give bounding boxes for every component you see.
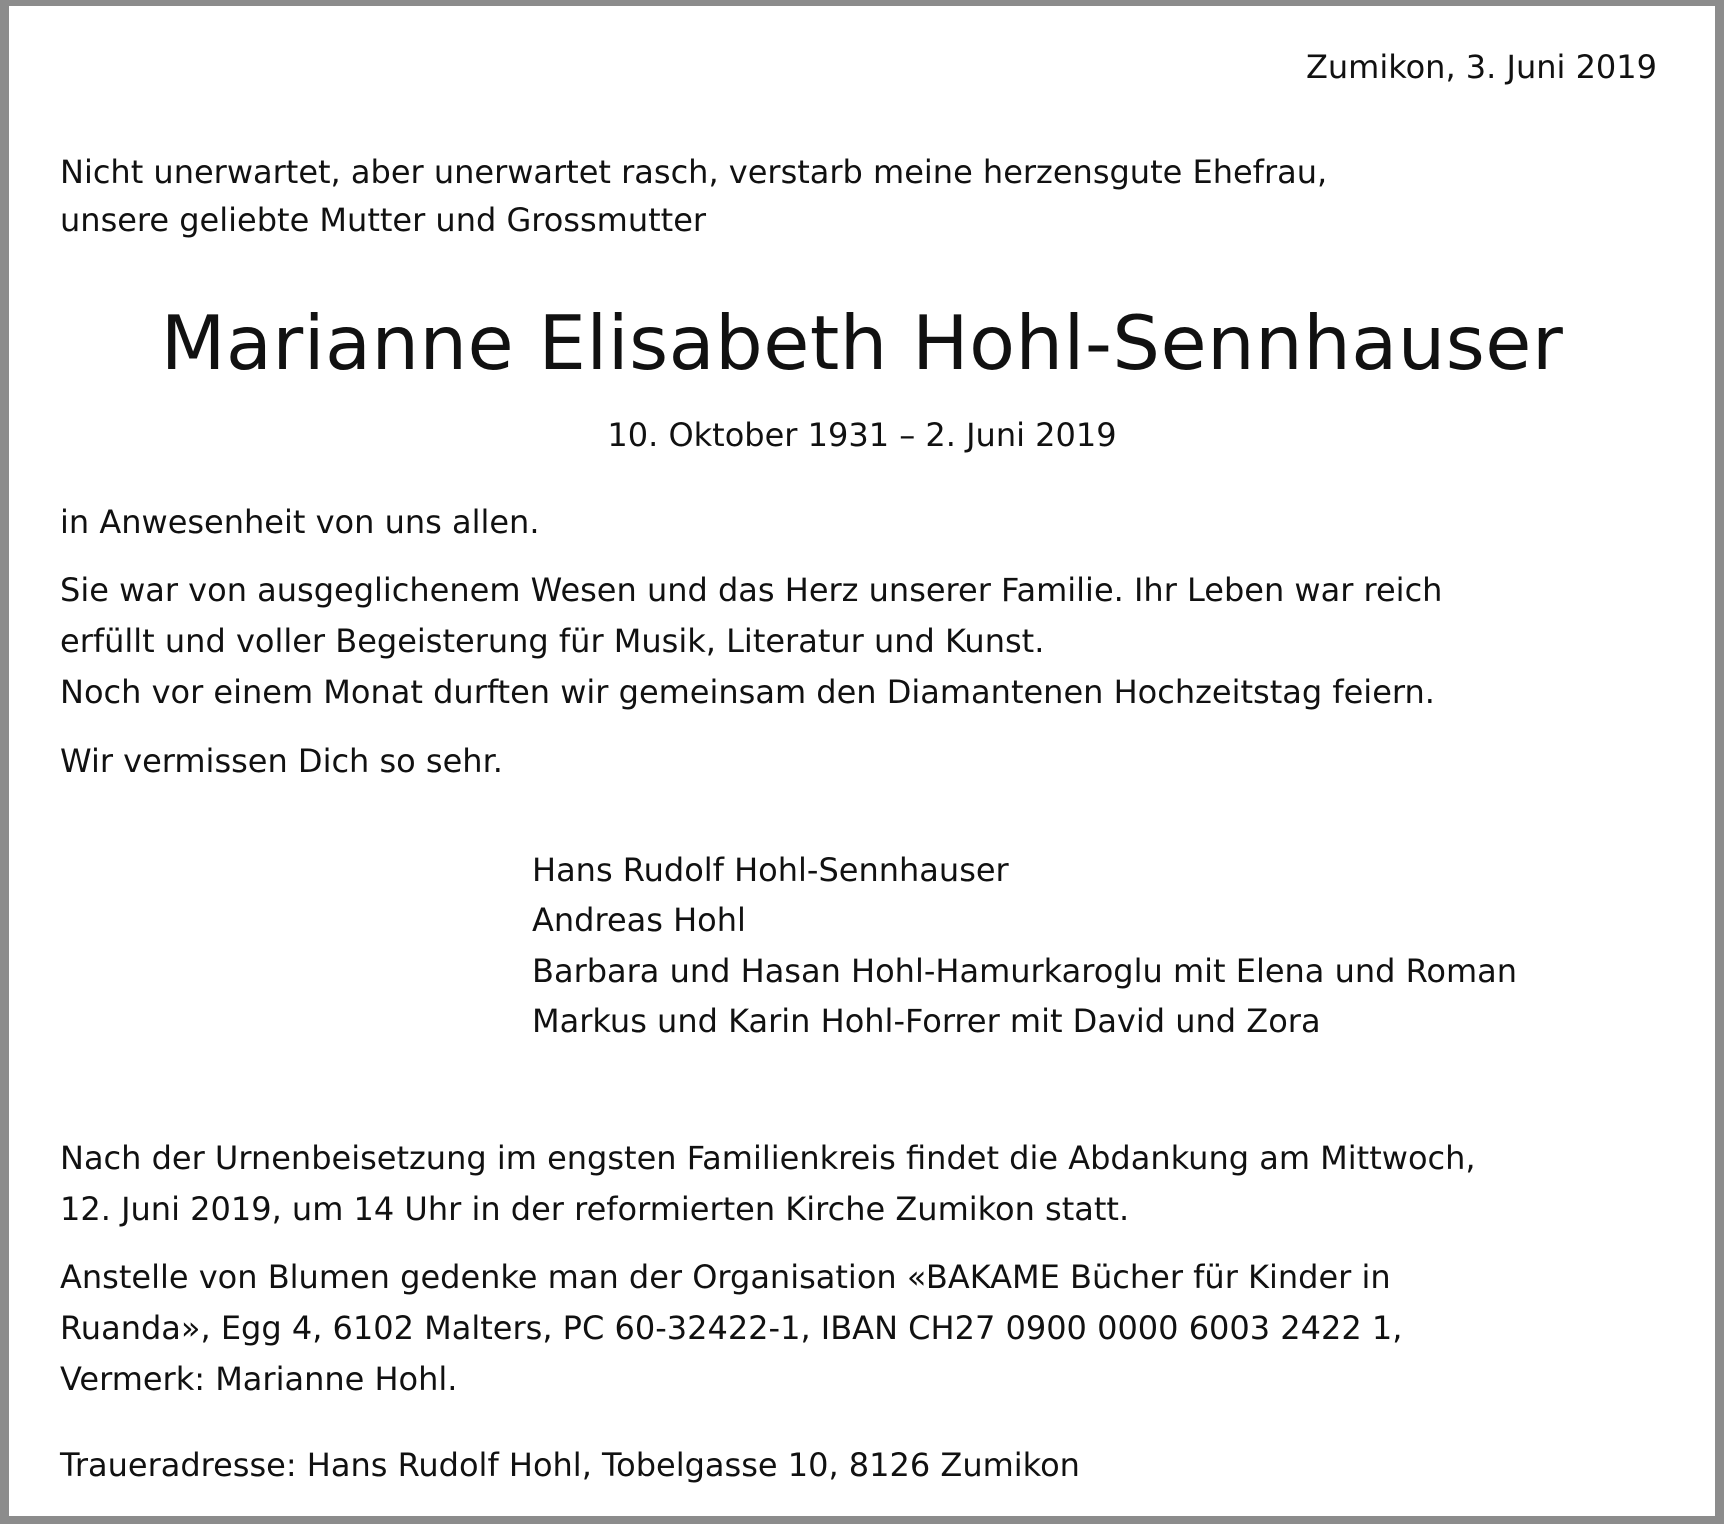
obituary-notice xyxy=(9,6,1715,1516)
signer-name: Barbara und Hasan Hohl-Hamurkaroglu mit Elena und Roman xyxy=(532,952,1518,990)
miss-text: Wir vermissen Dich so sehr. xyxy=(60,742,503,780)
donation-line: Ruanda», Egg 4, 6102 Malters, PC 60-32422-1, IBAN CH27 0900 0000 6003 2422 1, xyxy=(60,1309,1403,1347)
tribute-line: Sie war von ausgeglichenem Wesen und das Herz unserer Familie. Ihr Leben war reich xyxy=(60,571,1443,609)
intro-line: Nicht unerwartet, aber unerwartet rasch, verstarb meine herzensgute Ehefrau, xyxy=(60,153,1328,191)
tribute-line: Noch vor einem Monat durften wir gemeinsam den Diamantenen Hochzeitstag feiern. xyxy=(60,673,1435,711)
tribute-line: erfüllt und voller Begeisterung für Musik, Literatur und Kunst. xyxy=(60,622,1045,660)
signer-name: Hans Rudolf Hohl-Sennhauser xyxy=(532,851,1009,889)
ceremony-line: Nach der Urnenbeisetzung im engsten Familienkreis findet die Abdankung am Mittwoch, xyxy=(60,1139,1476,1177)
donation-line: Anstelle von Blumen gedenke man der Organisation «BAKAME Bücher für Kinder in xyxy=(60,1258,1391,1296)
deceased-name: Marianne Elisabeth Hohl-Sennhauser xyxy=(160,299,1564,387)
ceremony-line: 12. Juni 2019, um 14 Uhr in der reformierten Kirche Zumikon statt. xyxy=(60,1190,1130,1228)
signer-name: Markus und Karin Hohl-Forrer mit David und Zora xyxy=(532,1002,1321,1040)
lifespan-dates: 10. Oktober 1931 – 2. Juni 2019 xyxy=(607,416,1117,454)
intro-line: unsere geliebte Mutter und Grossmutter xyxy=(60,201,707,239)
presence-text: in Anwesenheit von uns allen. xyxy=(60,503,540,541)
mourning-address: Traueradresse: Hans Rudolf Hohl, Tobelgasse 10, 8126 Zumikon xyxy=(60,1446,1080,1484)
signer-name: Andreas Hohl xyxy=(532,901,746,939)
place-date: Zumikon, 3. Juni 2019 xyxy=(1305,48,1657,86)
donation-line: Vermerk: Marianne Hohl. xyxy=(60,1360,458,1398)
